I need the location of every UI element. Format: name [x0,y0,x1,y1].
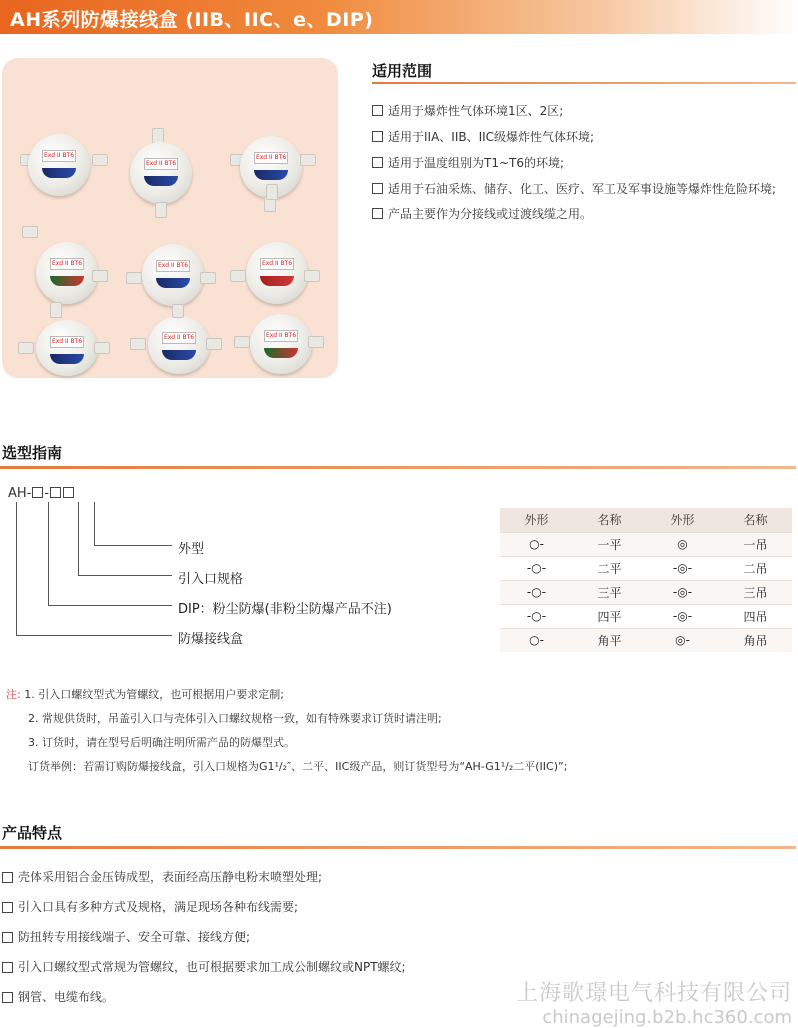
table-row: -○- 三平 -◎- 三吊 [500,580,792,604]
cable-inlet [172,304,184,318]
hanging-shape-icon: -◎- [646,556,719,580]
list-item: 引入口螺纹型式常规为管螺纹，也可根据要求加工成公制螺纹或NPT螺纹; [2,952,406,982]
slot-box-icon [50,487,61,498]
note-line: 2. 常规供货时，吊盖引入口与壳体引入口螺纹规格一致，如有特殊要求订货时请注明; [28,712,442,725]
cable-inlet [22,226,38,238]
rating-label: Exd II BT6 [264,330,298,342]
notes [6,683,567,779]
scope-title: 适用范围 [372,62,433,80]
features-list [2,862,406,1012]
cable-inlet [266,184,278,200]
checkbox-icon [372,131,383,142]
cable-inlet [130,338,146,350]
list-item: 壳体采用铝合金压铸成型，表面经高压静电粉末喷塑处理; [2,862,406,892]
flat-shape-icon: -○- [500,604,573,628]
cable-inlet [126,272,142,284]
table-row: ○- 一平 ◎ 一吊 [500,532,792,556]
checkbox-icon [2,932,13,943]
checkbox-icon [2,902,13,913]
shape-label: 外型 [178,542,205,557]
junction-box-label: 防爆接线盒 [178,632,244,647]
rating-label: Exd II BT6 [50,258,84,270]
junction-box-7 [36,320,98,376]
table-header: 外形 [646,508,719,532]
dip-label: DIP：粉尘防爆(非粉尘防爆产品不注) [178,602,392,617]
list-item: 钢管、电缆布线。 [2,982,406,1012]
table-row: -○- 四平 -◎- 四吊 [500,604,792,628]
checkbox-icon [2,962,13,973]
note-line: 注: 1. 引入口螺纹型式为管螺纹，也可根据用户要求定制; [6,688,284,701]
junction-box-8 [148,316,210,374]
flat-shape-icon: ○- [500,532,573,556]
cable-inlet [94,342,110,354]
watermark-company: 上海歌璟电气科技有限公司 [515,981,792,1006]
junction-box-1 [28,134,90,196]
rating-label: Exd II BT6 [254,152,288,164]
flat-shape-icon: -○- [500,556,573,580]
checkbox-icon [372,157,383,168]
cable-inlet [18,342,34,354]
cable-inlet [155,202,167,218]
scope-list [372,98,798,227]
inlet-spec-label: 引入口规格 [178,572,244,587]
list-item: 引入口具有多种方式及规格，满足现场各种布线需要; [2,892,406,922]
list-item: 产品主要作为分接线或过渡线缆之用。 [372,201,798,227]
cable-inlet [304,270,320,282]
selection-divider [0,466,796,469]
watermark-url: chinagejing.b2b.hc360.com [542,1007,792,1028]
rating-label: Exd II BT6 [260,258,294,270]
cable-inlet [308,336,324,348]
rating-label: Exd II BT6 [162,332,196,344]
table-header: 名称 [719,508,792,532]
title-bar [0,0,798,34]
cable-inlet [234,336,250,348]
junction-box-6 [246,242,308,304]
list-item: 适用于温度组别为T1~T6的环境; [372,150,798,176]
rating-label: Exd II BT6 [144,158,178,170]
shape-table [500,508,792,652]
checkbox-icon [2,992,13,1003]
checkbox-icon [372,183,383,194]
features-title: 产品特点 [2,824,63,842]
table-header: 名称 [573,508,646,532]
slot-box-icon [32,487,43,498]
flat-shape-icon: -○- [500,580,573,604]
leader-line [16,502,172,636]
junction-box-4 [36,242,98,304]
hanging-shape-icon: -◎- [646,604,719,628]
junction-box-9 [250,314,312,374]
note-prefix: 注: [6,688,21,701]
rating-label: Exd II BT6 [42,150,76,162]
note-line: 订货举例：若需订购防爆接线盒，引入口规格为G1¹/₂″、二平、IIC级产品，则订货型号为“AH-G1¹/₂二平(IIC)”; [28,760,568,773]
list-item: 适用于石油采炼、储存、化工、医疗、军工及军事设施等爆炸性危险环境; [372,176,798,201]
rating-label: Exd II BT6 [156,260,190,272]
flat-shape-icon: ○- [500,628,573,652]
page-title: AH系列防爆接线盒 (IIB、IIC、e、DIP) [10,9,374,31]
table-row: ○- 角平 ◎- 角吊 [500,628,792,652]
scope-divider [372,82,796,84]
note-line: 3. 订货时，请在型号后明确注明所需产品的防爆型式。 [28,736,295,749]
cable-inlet [92,154,108,166]
list-item: 适用于IIA、IIB、IIC级爆炸性气体环境; [372,124,798,150]
watermark [516,976,792,1028]
checkbox-icon [372,105,383,116]
cable-inlet [300,154,316,166]
checkbox-icon [2,872,13,883]
table-row: -○- 二平 -◎- 二吊 [500,556,792,580]
slot-box-icon [63,487,74,498]
selection-title: 选型指南 [2,444,63,462]
model-code: AH- - [8,486,75,501]
features-divider [0,846,796,849]
cable-inlet [50,302,62,318]
cable-inlet [92,270,108,282]
product-photo [2,58,338,378]
cable-inlet [206,338,222,350]
cable-inlet [230,270,246,282]
list-item: 适用于爆炸性气体环境1区、2区; [372,98,798,124]
hanging-shape-icon: -◎- [646,580,719,604]
hanging-shape-icon: ◎- [646,628,719,652]
hanging-shape-icon: ◎ [646,532,719,556]
junction-box-2 [130,142,192,204]
rating-label: Exd II BT6 [50,336,84,348]
checkbox-icon [372,208,383,219]
list-item: 防扭转专用接线端子、安全可靠、接线方便; [2,922,406,952]
junction-box-5 [142,244,204,306]
table-header: 外形 [500,508,573,532]
cable-inlet [200,272,216,284]
